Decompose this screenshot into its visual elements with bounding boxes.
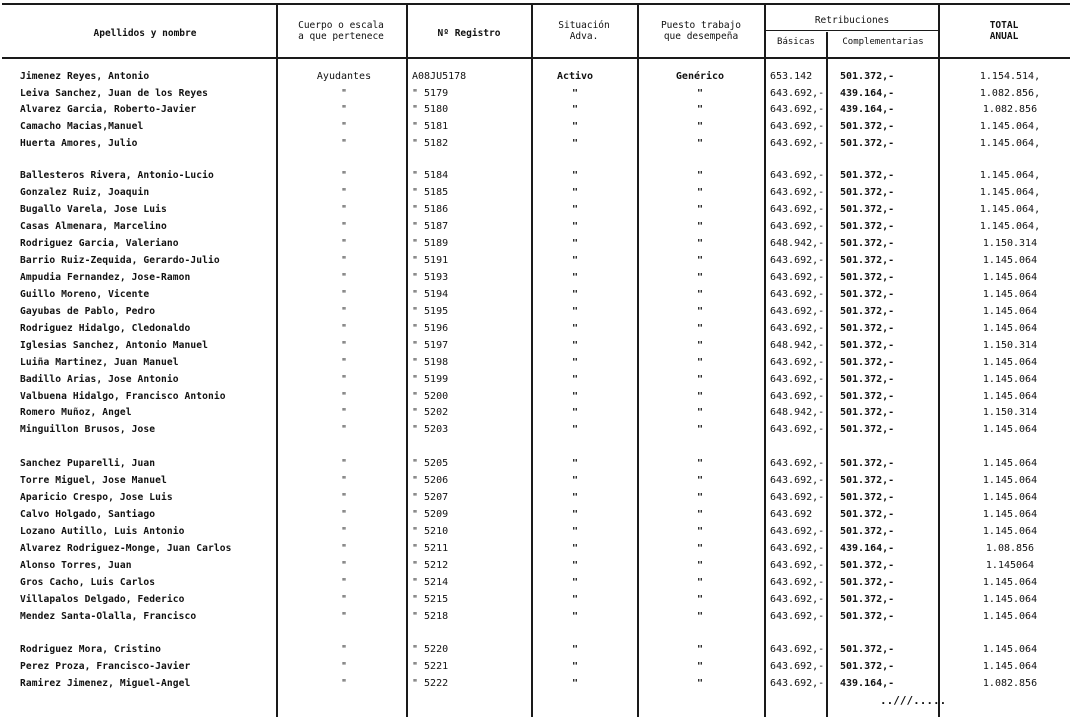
cell-cuerpo: " xyxy=(340,170,348,181)
cell-total: 1.145.064 xyxy=(982,391,1038,402)
cell-name: Leiva Sanchez, Juan de los Reyes xyxy=(20,88,209,99)
cell-name: Minguillon Brusos, Jose xyxy=(20,424,156,435)
cell-total: 1.150.314 xyxy=(982,238,1038,249)
footer-continuation-mark: ..///..... xyxy=(880,694,947,707)
header-nombre: Apellidos y nombre xyxy=(93,28,197,39)
cell-name: Rodriguez Mora, Cristino xyxy=(20,644,162,655)
cell-name: Bugallo Varela, Jose Luis xyxy=(20,204,167,215)
cell-situacion: " xyxy=(571,138,579,149)
cell-cuerpo: " xyxy=(340,644,348,655)
cell-basicas: 648.942,- xyxy=(770,340,825,351)
header-bottom-rule xyxy=(2,57,1070,59)
cell-complementarias: 439.164,- xyxy=(840,678,895,689)
cell-cuerpo: " xyxy=(340,121,348,132)
cell-registro: " 5221 xyxy=(412,661,449,672)
cell-puesto: " xyxy=(696,543,704,554)
cell-registro: " 5222 xyxy=(412,678,449,689)
cell-situacion: " xyxy=(571,543,579,554)
cell-total: 1.145.064 xyxy=(982,272,1038,283)
cell-total: 1.145.064 xyxy=(982,306,1038,317)
cell-situacion: " xyxy=(571,323,579,334)
cell-basicas: 643.692,- xyxy=(770,391,825,402)
header-total-1: TOTAL xyxy=(989,20,1019,31)
cell-registro: " 5205 xyxy=(412,458,449,469)
cell-basicas: 648.942,- xyxy=(770,407,825,418)
cell-situacion: " xyxy=(571,121,579,132)
cell-cuerpo: " xyxy=(340,424,348,435)
cell-total: 1.145.064, xyxy=(979,187,1041,198)
cell-complementarias: 501.372,- xyxy=(840,644,895,655)
cell-name: Guillo Moreno, Vicente xyxy=(20,289,150,300)
cell-complementarias: 501.372,- xyxy=(840,391,895,402)
cell-registro: A08JU5178 xyxy=(412,71,467,82)
cell-complementarias: 501.372,- xyxy=(840,289,895,300)
cell-situacion: " xyxy=(571,560,579,571)
cell-puesto: " xyxy=(696,306,704,317)
cell-name: Barrio Ruiz-Zequida, Gerardo-Julio xyxy=(20,255,220,266)
cell-situacion: " xyxy=(571,88,579,99)
cell-name: Gonzalez Ruiz, Joaquin xyxy=(20,187,150,198)
cell-basicas: 643.692,- xyxy=(770,221,825,232)
cell-puesto: " xyxy=(696,492,704,503)
cell-registro: " 5212 xyxy=(412,560,449,571)
cell-cuerpo: " xyxy=(340,104,348,115)
cell-cuerpo: " xyxy=(340,475,348,486)
cell-basicas: 643.692,- xyxy=(770,88,825,99)
cell-situacion: " xyxy=(571,594,579,605)
cell-situacion: " xyxy=(571,644,579,655)
cell-total: 1.145.064, xyxy=(979,170,1041,181)
cell-situacion: " xyxy=(571,187,579,198)
cell-registro: " 5196 xyxy=(412,323,449,334)
divider-7 xyxy=(938,3,940,717)
cell-situacion: " xyxy=(571,458,579,469)
cell-registro: " 5198 xyxy=(412,357,449,368)
cell-basicas: 643.692,- xyxy=(770,272,825,283)
header-situacion-2: Adva. xyxy=(569,31,599,42)
cell-total: 1.145.064 xyxy=(982,374,1038,385)
cell-cuerpo: " xyxy=(340,543,348,554)
cell-total: 1.145.064 xyxy=(982,526,1038,537)
cell-puesto: " xyxy=(696,407,704,418)
cell-puesto: Genérico xyxy=(675,71,725,82)
cell-registro: " 5187 xyxy=(412,221,449,232)
retribuciones-subrule xyxy=(766,30,938,31)
cell-name: Gayubas de Pablo, Pedro xyxy=(20,306,156,317)
cell-complementarias: 501.372,- xyxy=(840,611,895,622)
cell-puesto: " xyxy=(696,661,704,672)
cell-registro: " 5182 xyxy=(412,138,449,149)
cell-name: Alonso Torres, Juan xyxy=(20,560,132,571)
cell-basicas: 643.692,- xyxy=(770,187,825,198)
cell-registro: " 5180 xyxy=(412,104,449,115)
cell-cuerpo: " xyxy=(340,678,348,689)
cell-registro: " 5218 xyxy=(412,611,449,622)
cell-situacion: " xyxy=(571,577,579,588)
cell-registro: " 5206 xyxy=(412,475,449,486)
cell-registro: " 5220 xyxy=(412,644,449,655)
cell-puesto: " xyxy=(696,560,704,571)
cell-complementarias: 501.372,- xyxy=(840,238,895,249)
cell-registro: " 5191 xyxy=(412,255,449,266)
cell-complementarias: 501.372,- xyxy=(840,577,895,588)
cell-registro: " 5189 xyxy=(412,238,449,249)
header-puesto-2: que desempeña xyxy=(663,31,739,42)
cell-situacion: " xyxy=(571,661,579,672)
cell-cuerpo: " xyxy=(340,306,348,317)
cell-registro: " 5199 xyxy=(412,374,449,385)
cell-name: Iglesias Sanchez, Antonio Manuel xyxy=(20,340,209,351)
cell-complementarias: 439.164,- xyxy=(840,88,895,99)
cell-cuerpo: " xyxy=(340,407,348,418)
cell-complementarias: 501.372,- xyxy=(840,71,895,82)
cell-basicas: 648.942,- xyxy=(770,238,825,249)
cell-puesto: " xyxy=(696,577,704,588)
cell-registro: " 5200 xyxy=(412,391,449,402)
cell-puesto: " xyxy=(696,509,704,520)
cell-cuerpo: " xyxy=(340,661,348,672)
cell-name: Perez Proza, Francisco-Javier xyxy=(20,661,191,672)
cell-cuerpo: " xyxy=(340,391,348,402)
cell-puesto: " xyxy=(696,594,704,605)
cell-cuerpo: " xyxy=(340,492,348,503)
cell-total: 1.145.064 xyxy=(982,458,1038,469)
cell-complementarias: 501.372,- xyxy=(840,187,895,198)
cell-puesto: " xyxy=(696,204,704,215)
cell-puesto: " xyxy=(696,644,704,655)
cell-total: 1.145.064 xyxy=(982,644,1038,655)
cell-situacion: " xyxy=(571,238,579,249)
cell-puesto: " xyxy=(696,238,704,249)
cell-cuerpo: " xyxy=(340,577,348,588)
cell-cuerpo: " xyxy=(340,458,348,469)
cell-total: 1.082.856 xyxy=(982,104,1038,115)
cell-name: Valbuena Hidalgo, Francisco Antonio xyxy=(20,391,226,402)
cell-complementarias: 501.372,- xyxy=(840,424,895,435)
cell-situacion: " xyxy=(571,170,579,181)
cell-basicas: 643.692,- xyxy=(770,323,825,334)
cell-basicas: 643.692,- xyxy=(770,661,825,672)
cell-complementarias: 501.372,- xyxy=(840,560,895,571)
cell-puesto: " xyxy=(696,221,704,232)
cell-total: 1.145.064, xyxy=(979,221,1041,232)
cell-total: 1.145.064 xyxy=(982,357,1038,368)
cell-complementarias: 501.372,- xyxy=(840,221,895,232)
header-retribuciones: Retribuciones xyxy=(814,15,890,26)
cell-registro: " 5203 xyxy=(412,424,449,435)
cell-cuerpo: " xyxy=(340,187,348,198)
cell-complementarias: 501.372,- xyxy=(840,204,895,215)
cell-name: Sanchez Puparelli, Juan xyxy=(20,458,156,469)
cell-situacion: " xyxy=(571,204,579,215)
cell-basicas: 643.692,- xyxy=(770,526,825,537)
cell-basicas: 643.692,- xyxy=(770,475,825,486)
cell-total: 1.145.064 xyxy=(982,611,1038,622)
cell-basicas: 643.692,- xyxy=(770,424,825,435)
header-puesto-1: Puesto trabajo xyxy=(660,20,742,31)
cell-complementarias: 439.164,- xyxy=(840,104,895,115)
header-cuerpo-2: a que pertenece xyxy=(298,31,384,42)
header-total-2: ANUAL xyxy=(989,31,1019,42)
header-situacion-1: Situación xyxy=(558,20,610,31)
cell-puesto: " xyxy=(696,138,704,149)
cell-registro: " 5214 xyxy=(412,577,449,588)
cell-total: 1.145.064, xyxy=(979,204,1041,215)
cell-situacion: " xyxy=(571,611,579,622)
top-rule xyxy=(2,3,1070,5)
cell-situacion: " xyxy=(571,221,579,232)
cell-situacion: " xyxy=(571,357,579,368)
cell-registro: " 5179 xyxy=(412,88,449,99)
divider-1 xyxy=(276,3,278,717)
cell-complementarias: 501.372,- xyxy=(840,661,895,672)
divider-5 xyxy=(764,3,766,717)
cell-cuerpo: " xyxy=(340,138,348,149)
cell-registro: " 5185 xyxy=(412,187,449,198)
cell-situacion: " xyxy=(571,424,579,435)
cell-situacion: Activo xyxy=(556,71,594,82)
cell-basicas: 643.692,- xyxy=(770,644,825,655)
cell-name: Ballesteros Rivera, Antonio-Lucio xyxy=(20,170,214,181)
cell-cuerpo: " xyxy=(340,340,348,351)
cell-situacion: " xyxy=(571,104,579,115)
header-basicas: Básicas xyxy=(777,37,815,47)
cell-complementarias: 501.372,- xyxy=(840,357,895,368)
cell-complementarias: 501.372,- xyxy=(840,594,895,605)
cell-cuerpo: " xyxy=(340,594,348,605)
cell-name: Villapalos Delgado, Federico xyxy=(20,594,185,605)
header-registro: Nº Registro xyxy=(437,28,501,39)
cell-registro: " 5194 xyxy=(412,289,449,300)
cell-registro: " 5193 xyxy=(412,272,449,283)
cell-total: 1.145.064 xyxy=(982,323,1038,334)
cell-complementarias: 501.372,- xyxy=(840,323,895,334)
cell-puesto: " xyxy=(696,104,704,115)
cell-basicas: 643.692,- xyxy=(770,255,825,266)
cell-name: Alvarez Garcia, Roberto-Javier xyxy=(20,104,197,115)
cell-name: Romero Muñoz, Angel xyxy=(20,407,132,418)
cell-cuerpo: " xyxy=(340,255,348,266)
cell-basicas: 643.692,- xyxy=(770,138,825,149)
cell-registro: " 5209 xyxy=(412,509,449,520)
cell-name: Ramirez Jimenez, Miguel-Angel xyxy=(20,678,191,689)
cell-situacion: " xyxy=(571,391,579,402)
cell-cuerpo: " xyxy=(340,204,348,215)
cell-situacion: " xyxy=(571,374,579,385)
cell-situacion: " xyxy=(571,475,579,486)
cell-situacion: " xyxy=(571,509,579,520)
cell-basicas: 643.692,- xyxy=(770,458,825,469)
cell-complementarias: 439.164,- xyxy=(840,543,895,554)
cell-total: 1.150.314 xyxy=(982,407,1038,418)
cell-name: Rodriguez Garcia, Valeriano xyxy=(20,238,179,249)
cell-situacion: " xyxy=(571,306,579,317)
cell-name: Camacho Macias,Manuel xyxy=(20,121,144,132)
cell-situacion: " xyxy=(571,289,579,300)
cell-total: 1.145.064 xyxy=(982,424,1038,435)
cell-cuerpo: " xyxy=(340,323,348,334)
cell-basicas: 643.692,- xyxy=(770,306,825,317)
cell-complementarias: 501.372,- xyxy=(840,121,895,132)
cell-total: 1.145.064 xyxy=(982,475,1038,486)
cell-basicas: 643.692,- xyxy=(770,121,825,132)
cell-cuerpo: " xyxy=(340,560,348,571)
cell-situacion: " xyxy=(571,272,579,283)
cell-puesto: " xyxy=(696,374,704,385)
cell-puesto: " xyxy=(696,424,704,435)
cell-total: 1.145.064 xyxy=(982,492,1038,503)
cell-puesto: " xyxy=(696,526,704,537)
cell-name: Jimenez Reyes, Antonio xyxy=(20,71,150,82)
cell-registro: " 5202 xyxy=(412,407,449,418)
cell-basicas: 643.692,- xyxy=(770,543,825,554)
cell-situacion: " xyxy=(571,255,579,266)
divider-4 xyxy=(637,3,639,717)
cell-basicas: 643.692,- xyxy=(770,594,825,605)
cell-puesto: " xyxy=(696,357,704,368)
cell-name: Lozano Autillo, Luis Antonio xyxy=(20,526,185,537)
cell-situacion: " xyxy=(571,340,579,351)
header-cuerpo-1: Cuerpo o escala xyxy=(298,20,384,31)
cell-complementarias: 501.372,- xyxy=(840,170,895,181)
cell-registro: " 5186 xyxy=(412,204,449,215)
cell-situacion: " xyxy=(571,407,579,418)
cell-basicas: 643.692,- xyxy=(770,357,825,368)
cell-complementarias: 501.372,- xyxy=(840,407,895,418)
cell-total: 1.08.856 xyxy=(985,543,1035,554)
cell-registro: " 5181 xyxy=(412,121,449,132)
cell-total: 1.145.064, xyxy=(979,138,1041,149)
cell-cuerpo: " xyxy=(340,221,348,232)
cell-basicas: 643.692,- xyxy=(770,289,825,300)
cell-puesto: " xyxy=(696,255,704,266)
cell-name: Alvarez Rodriguez-Monge, Juan Carlos xyxy=(20,543,232,554)
cell-puesto: " xyxy=(696,187,704,198)
cell-puesto: " xyxy=(696,611,704,622)
cell-basicas: 643.692,- xyxy=(770,374,825,385)
divider-2 xyxy=(406,3,408,717)
cell-complementarias: 501.372,- xyxy=(840,509,895,520)
cell-puesto: " xyxy=(696,458,704,469)
cell-complementarias: 501.372,- xyxy=(840,255,895,266)
cell-situacion: " xyxy=(571,526,579,537)
cell-situacion: " xyxy=(571,678,579,689)
cell-total: 1.082.856 xyxy=(982,678,1038,689)
cell-complementarias: 501.372,- xyxy=(840,374,895,385)
cell-registro: " 5210 xyxy=(412,526,449,537)
cell-puesto: " xyxy=(696,170,704,181)
cell-basicas: 643.692,- xyxy=(770,492,825,503)
cell-complementarias: 501.372,- xyxy=(840,526,895,537)
cell-total: 1.145.064 xyxy=(982,577,1038,588)
cell-basicas: 643.692,- xyxy=(770,560,825,571)
cell-name: Rodriguez Hidalgo, Cledonaldo xyxy=(20,323,191,334)
cell-name: Casas Almenara, Marcelino xyxy=(20,221,167,232)
cell-cuerpo: " xyxy=(340,289,348,300)
cell-complementarias: 501.372,- xyxy=(840,306,895,317)
cell-puesto: " xyxy=(696,475,704,486)
cell-registro: " 5184 xyxy=(412,170,449,181)
cell-name: Mendez Santa-Olalla, Francisco xyxy=(20,611,197,622)
cell-name: Torre Miguel, Jose Manuel xyxy=(20,475,167,486)
cell-basicas: 643.692 xyxy=(770,509,813,520)
cell-complementarias: 501.372,- xyxy=(840,272,895,283)
cell-total: 1.145.064 xyxy=(982,661,1038,672)
cell-cuerpo: " xyxy=(340,357,348,368)
cell-total: 1.150.314 xyxy=(982,340,1038,351)
cell-name: Ampudia Fernandez, Jose-Ramon xyxy=(20,272,191,283)
cell-basicas: 643.692,- xyxy=(770,611,825,622)
cell-total: 1.082.856, xyxy=(979,88,1041,99)
cell-puesto: " xyxy=(696,340,704,351)
cell-puesto: " xyxy=(696,678,704,689)
cell-puesto: " xyxy=(696,121,704,132)
cell-basicas: 643.692,- xyxy=(770,170,825,181)
cell-complementarias: 501.372,- xyxy=(840,340,895,351)
cell-registro: " 5207 xyxy=(412,492,449,503)
cell-situacion: " xyxy=(571,492,579,503)
cell-complementarias: 501.372,- xyxy=(840,492,895,503)
cell-total: 1.145064 xyxy=(985,560,1035,571)
cell-name: Calvo Holgado, Santiago xyxy=(20,509,156,520)
cell-cuerpo: Ayudantes xyxy=(316,71,372,82)
cell-cuerpo: " xyxy=(340,526,348,537)
cell-name: Gros Cacho, Luis Carlos xyxy=(20,577,156,588)
cell-name: Aparicio Crespo, Jose Luis xyxy=(20,492,173,503)
cell-basicas: 643.692,- xyxy=(770,678,825,689)
cell-cuerpo: " xyxy=(340,88,348,99)
cell-registro: " 5211 xyxy=(412,543,449,554)
cell-registro: " 5197 xyxy=(412,340,449,351)
cell-registro: " 5215 xyxy=(412,594,449,605)
cell-basicas: 643.692,- xyxy=(770,577,825,588)
cell-cuerpo: " xyxy=(340,509,348,520)
cell-puesto: " xyxy=(696,391,704,402)
cell-total: 1.145.064 xyxy=(982,289,1038,300)
header-complementarias: Complementarias xyxy=(842,37,924,47)
cell-basicas: 643.692,- xyxy=(770,204,825,215)
cell-name: Huerta Amores, Julio xyxy=(20,138,138,149)
cell-registro: " 5195 xyxy=(412,306,449,317)
cell-complementarias: 501.372,- xyxy=(840,138,895,149)
cell-basicas: 643.692,- xyxy=(770,104,825,115)
cell-puesto: " xyxy=(696,88,704,99)
cell-basicas: 653.142 xyxy=(770,71,813,82)
cell-name: Badillo Arias, Jose Antonio xyxy=(20,374,179,385)
cell-total: 1.154.514, xyxy=(979,71,1041,82)
cell-cuerpo: " xyxy=(340,374,348,385)
cell-complementarias: 501.372,- xyxy=(840,458,895,469)
cell-name: Luiña Martinez, Juan Manuel xyxy=(20,357,179,368)
cell-puesto: " xyxy=(696,289,704,300)
cell-complementarias: 501.372,- xyxy=(840,475,895,486)
cell-total: 1.145.064 xyxy=(982,509,1038,520)
cell-cuerpo: " xyxy=(340,238,348,249)
cell-total: 1.145.064 xyxy=(982,594,1038,605)
cell-cuerpo: " xyxy=(340,611,348,622)
cell-puesto: " xyxy=(696,323,704,334)
cell-cuerpo: " xyxy=(340,272,348,283)
cell-total: 1.145.064, xyxy=(979,121,1041,132)
cell-puesto: " xyxy=(696,272,704,283)
cell-total: 1.145.064 xyxy=(982,255,1038,266)
